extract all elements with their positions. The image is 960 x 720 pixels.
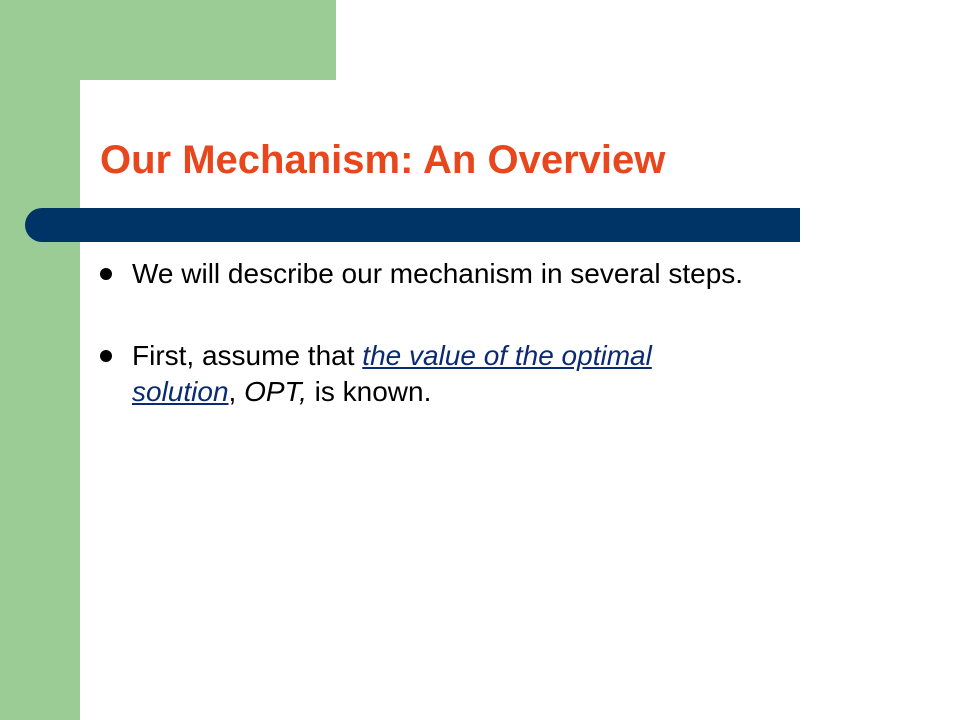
bullet-prefix: First, assume that — [132, 340, 363, 371]
sidebar-green-strip — [0, 0, 80, 720]
slide-title: Our Mechanism: An Overview — [100, 138, 666, 182]
bullet-text: We will describe our mechanism in several steps. — [132, 258, 744, 289]
bullet-list — [100, 256, 840, 456]
bullet-item — [100, 256, 840, 292]
bullet-dot-icon — [100, 350, 112, 362]
opt-term: OPT, — [244, 376, 307, 407]
bullet-dot-icon — [100, 268, 112, 280]
optimal-value-link[interactable]: the value of the optimal — [362, 340, 652, 371]
solution-link[interactable]: solution — [132, 376, 229, 407]
top-green-band — [0, 0, 336, 80]
bullet-comma: , — [228, 376, 245, 407]
bullet-item — [100, 338, 840, 410]
title-underline-bar — [25, 208, 800, 242]
bullet-suffix: is known. — [306, 376, 432, 407]
